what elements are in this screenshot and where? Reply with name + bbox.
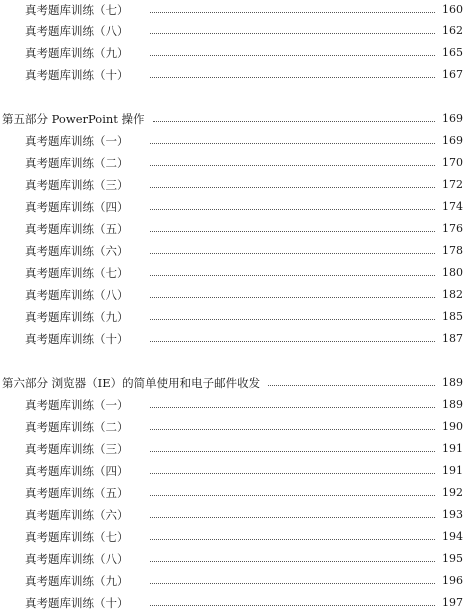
toc-section-page: 169 xyxy=(442,112,463,125)
dot-leader xyxy=(150,318,435,320)
toc-entry[interactable] xyxy=(0,219,475,239)
dot-leader xyxy=(150,164,435,166)
dot-leader xyxy=(150,186,435,188)
dot-leader xyxy=(150,340,435,342)
toc-entry-page: 191 xyxy=(442,442,463,455)
toc-entry-page: 167 xyxy=(442,68,463,81)
toc-entry-page: 191 xyxy=(442,464,463,477)
toc-entry-title: 真考题库训练（七） xyxy=(25,3,129,17)
dot-leader xyxy=(150,560,435,562)
toc-entry-page: 189 xyxy=(442,398,463,411)
toc-entry-page: 180 xyxy=(442,266,463,279)
toc-entry-page: 160 xyxy=(442,3,463,16)
toc-entry[interactable] xyxy=(0,571,475,591)
toc-entry[interactable] xyxy=(0,175,475,195)
toc-entry-page: 187 xyxy=(442,332,463,345)
dot-leader xyxy=(150,142,435,144)
toc-entry[interactable] xyxy=(0,263,475,283)
toc-entry[interactable] xyxy=(0,43,475,63)
toc-entry-page: 190 xyxy=(442,420,463,433)
toc-entry-title: 真考题库训练（六） xyxy=(25,244,129,258)
toc-entry[interactable] xyxy=(0,549,475,569)
toc-entry-title: 真考题库训练（二） xyxy=(25,156,129,170)
dot-leader xyxy=(150,604,435,606)
toc-entry-page: 194 xyxy=(442,530,463,543)
toc-section-heading[interactable] xyxy=(0,109,475,129)
toc-entry-title: 真考题库训练（四） xyxy=(25,200,129,214)
toc-entry[interactable] xyxy=(0,65,475,85)
dot-leader xyxy=(150,516,435,518)
toc-entry[interactable] xyxy=(0,505,475,525)
toc-entry-page: 192 xyxy=(442,486,463,499)
toc-entry-title: 真考题库训练（八） xyxy=(25,24,129,38)
dot-leader xyxy=(150,252,435,254)
toc-entry[interactable] xyxy=(0,417,475,437)
toc-entry-title: 真考题库训练（十） xyxy=(25,332,129,346)
toc-entry[interactable] xyxy=(0,483,475,503)
toc-entry-title: 真考题库训练（八） xyxy=(25,288,129,302)
toc-entry[interactable] xyxy=(0,131,475,151)
toc-section-page: 189 xyxy=(442,376,463,389)
toc-entry-title: 真考题库训练（九） xyxy=(25,310,129,324)
toc-entry[interactable] xyxy=(0,439,475,459)
toc-entry-title: 真考题库训练（三） xyxy=(25,442,129,456)
toc-entry-title: 真考题库训练（十） xyxy=(25,68,129,82)
dot-leader xyxy=(150,450,435,452)
toc-entry-title: 真考题库训练（一） xyxy=(25,398,129,412)
toc-section-title: 第六部分 浏览器（IE）的简单使用和电子邮件收发 xyxy=(2,376,261,390)
dot-leader xyxy=(150,582,435,584)
toc-entry-page: 195 xyxy=(442,552,463,565)
dot-leader xyxy=(150,32,435,34)
toc-entry-page: 182 xyxy=(442,288,463,301)
toc-entry[interactable] xyxy=(0,593,475,613)
toc-entry-title: 真考题库训练（十） xyxy=(25,596,129,610)
toc-entry[interactable] xyxy=(0,461,475,481)
toc-entry-page: 172 xyxy=(442,178,463,191)
dot-leader xyxy=(150,428,435,430)
dot-leader xyxy=(150,76,435,78)
toc-entry-page: 185 xyxy=(442,310,463,323)
dot-leader xyxy=(268,384,435,386)
toc-entry-page: 176 xyxy=(442,222,463,235)
toc-entry-title: 真考题库训练（七） xyxy=(25,530,129,544)
dot-leader xyxy=(150,472,435,474)
toc-entry-page: 165 xyxy=(442,46,463,59)
dot-leader xyxy=(150,296,435,298)
toc-entry-title: 真考题库训练（二） xyxy=(25,420,129,434)
toc-entry-title: 真考题库训练（九） xyxy=(25,574,129,588)
toc-entry-title: 真考题库训练（三） xyxy=(25,178,129,192)
toc-entry-page: 169 xyxy=(442,134,463,147)
dot-leader xyxy=(150,11,435,13)
toc-entry[interactable] xyxy=(0,21,475,41)
dot-leader xyxy=(150,538,435,540)
toc-entry-page: 174 xyxy=(442,200,463,213)
dot-leader xyxy=(153,120,435,122)
toc-entry-page: 162 xyxy=(442,24,463,37)
toc-entry[interactable] xyxy=(0,527,475,547)
toc-entry-page: 196 xyxy=(442,574,463,587)
toc-entry-title: 真考题库训练（九） xyxy=(25,46,129,60)
toc-entry-page: 193 xyxy=(442,508,463,521)
toc-entry-page: 197 xyxy=(442,596,463,609)
toc-entry[interactable] xyxy=(0,285,475,305)
toc-entry-title: 真考题库训练（七） xyxy=(25,266,129,280)
dot-leader xyxy=(150,230,435,232)
toc-entry[interactable] xyxy=(0,0,475,20)
dot-leader xyxy=(150,208,435,210)
toc-entry[interactable] xyxy=(0,153,475,173)
toc-entry-page: 170 xyxy=(442,156,463,169)
toc-entry[interactable] xyxy=(0,197,475,217)
toc-entry[interactable] xyxy=(0,307,475,327)
dot-leader xyxy=(150,54,435,56)
dot-leader xyxy=(150,274,435,276)
dot-leader xyxy=(150,406,435,408)
toc-entry-title: 真考题库训练（一） xyxy=(25,134,129,148)
toc-section-title: 第五部分 PowerPoint 操作 xyxy=(2,112,145,126)
toc-entry-title: 真考题库训练（四） xyxy=(25,464,129,478)
toc-entry-title: 真考题库训练（八） xyxy=(25,552,129,566)
toc-entry-title: 真考题库训练（六） xyxy=(25,508,129,522)
toc-entry-title: 真考题库训练（五） xyxy=(25,486,129,500)
toc-entry[interactable] xyxy=(0,395,475,415)
toc-section-heading[interactable] xyxy=(0,373,475,393)
toc-entry[interactable] xyxy=(0,241,475,261)
toc-entry-title: 真考题库训练（五） xyxy=(25,222,129,236)
dot-leader xyxy=(150,494,435,496)
toc-entry[interactable] xyxy=(0,329,475,349)
toc-entry-page: 178 xyxy=(442,244,463,257)
